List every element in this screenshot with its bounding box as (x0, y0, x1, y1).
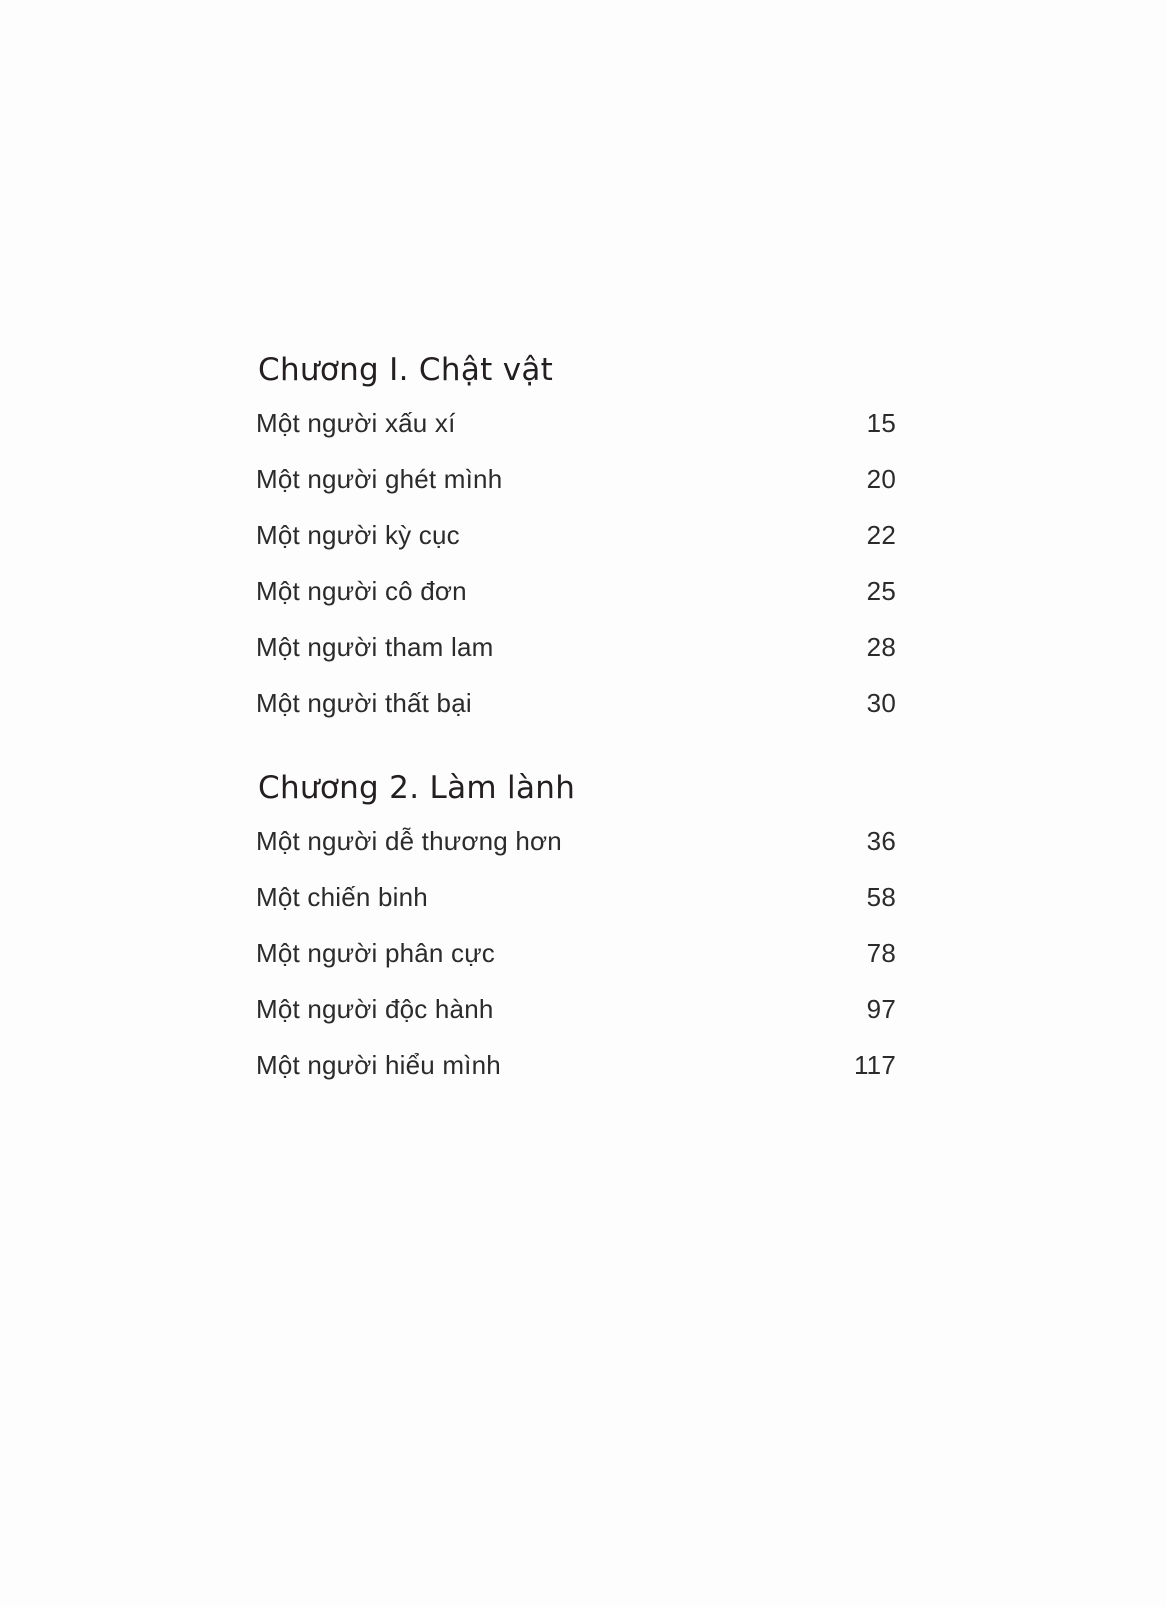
toc-entry[interactable] (256, 466, 896, 492)
toc-entry[interactable] (256, 690, 896, 716)
toc-entry-page: 25 (866, 576, 896, 606)
toc-entry[interactable] (256, 634, 896, 660)
toc-entry-page: 36 (866, 826, 896, 856)
toc-entry-page: 97 (866, 994, 896, 1024)
toc-entry[interactable] (256, 522, 896, 548)
chapter-section (256, 352, 896, 716)
toc-entry-title: Một người ghét mình (256, 464, 503, 494)
chapter-title: Chương 2. Làm lành (258, 770, 576, 806)
toc-entry-page: 22 (866, 520, 896, 550)
toc-entry-page: 78 (866, 938, 896, 968)
toc-entry-title: Một người xấu xí (256, 408, 456, 438)
toc-entry-page: 117 (853, 1050, 896, 1080)
toc-entry[interactable] (256, 940, 896, 966)
chapter-section (256, 770, 896, 1078)
toc-entry-title: Một người thất bại (256, 688, 472, 718)
chapter-title: Chương I. Chật vật (258, 352, 554, 388)
toc-entry-title: Một người độc hành (256, 994, 494, 1024)
toc-entry-title: Một người dễ thương hơn (256, 826, 562, 856)
toc-entry-title: Một người kỳ cục (256, 520, 460, 550)
toc-entry-page: 28 (866, 632, 896, 662)
toc-entry[interactable] (256, 996, 896, 1022)
toc-entry[interactable] (256, 410, 896, 436)
toc-entry-title: Một người hiểu mình (256, 1050, 501, 1080)
toc-entry-title: Một người tham lam (256, 632, 494, 662)
toc-entry-page: 30 (866, 688, 896, 718)
toc-entry-page: 58 (866, 882, 896, 912)
toc-entry-page: 20 (866, 464, 896, 494)
toc-entry-page: 15 (866, 408, 896, 438)
toc-entry-title: Một người cô đơn (256, 576, 467, 606)
toc-entry[interactable] (256, 828, 896, 854)
toc-entry[interactable] (256, 1052, 896, 1078)
table-of-contents (256, 352, 896, 1108)
toc-entry[interactable] (256, 578, 896, 604)
toc-entry-title: Một người phân cực (256, 938, 496, 968)
toc-entry-title: Một chiến binh (256, 882, 428, 912)
toc-entry[interactable] (256, 884, 896, 910)
